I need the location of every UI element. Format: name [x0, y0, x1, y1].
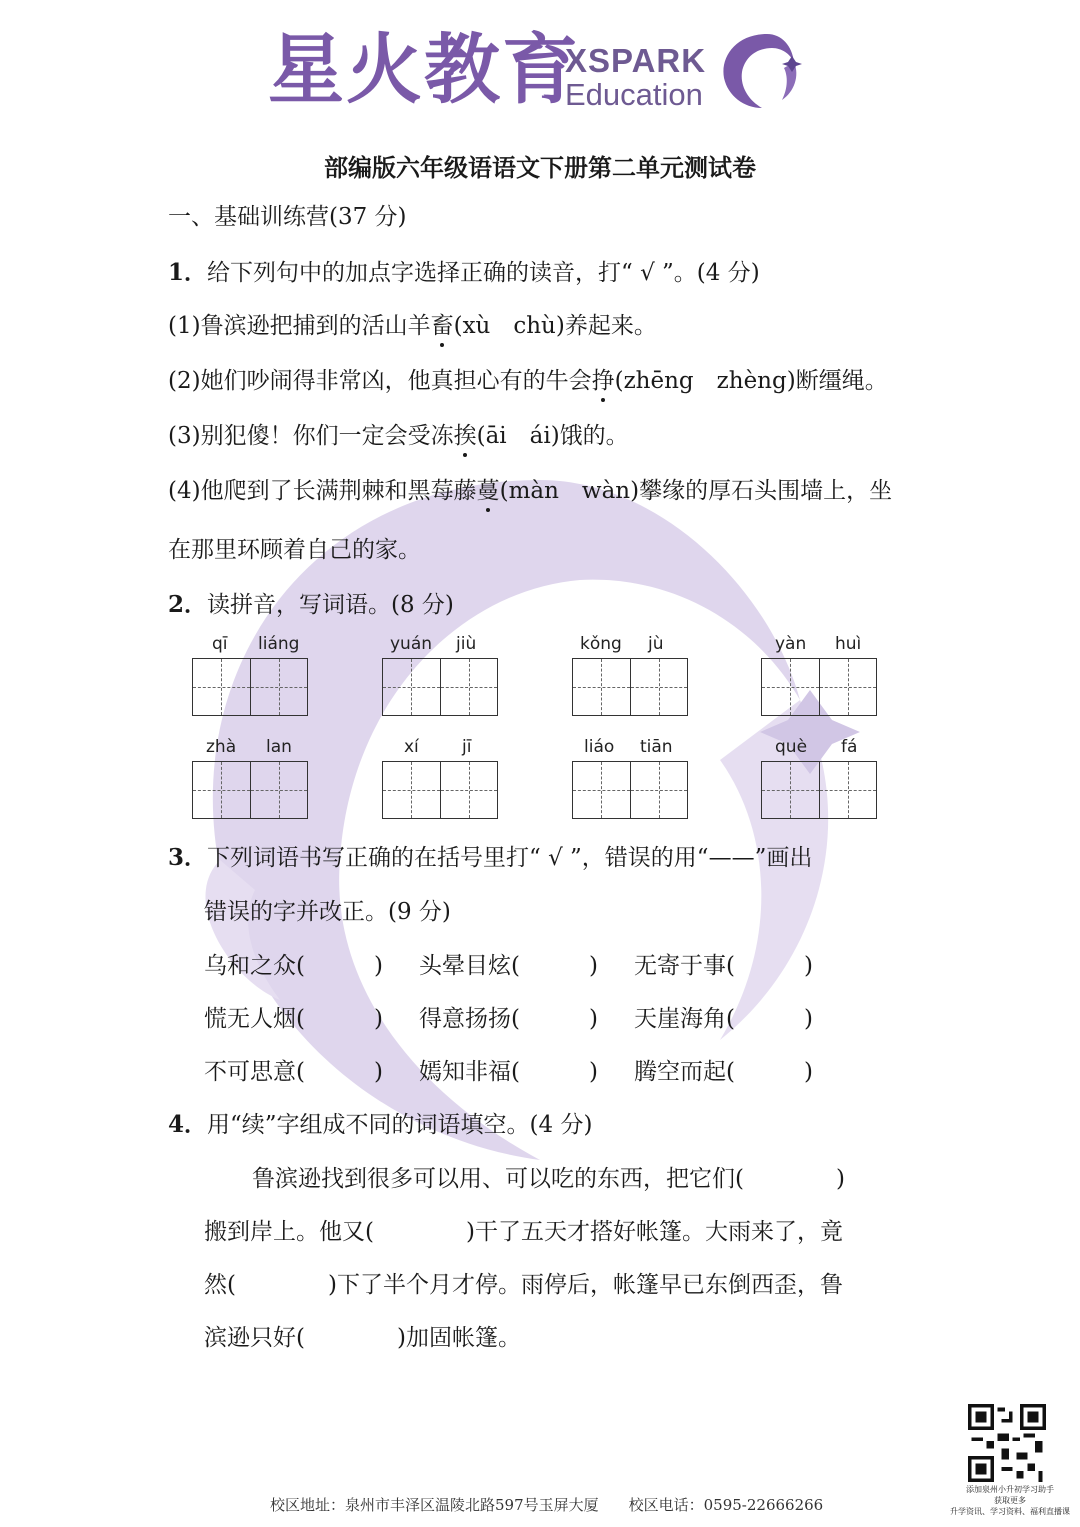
pinyin: lan: [266, 737, 292, 757]
question-2-stem: [168, 590, 454, 620]
item-pinyin: (xù chù)养起来。: [453, 313, 657, 339]
question-number: 3．: [168, 844, 208, 871]
question-number: 4．: [168, 1111, 208, 1138]
pinyin: què: [775, 737, 808, 757]
qr-caption-line: 升学资讯、学习资料、福利直播课: [950, 1507, 1070, 1516]
spark-logo-icon: [712, 28, 812, 112]
qr-caption: [940, 1484, 1080, 1517]
item-text: (2)她们吵闹得非常凶，他真担心有的牛会: [168, 368, 592, 394]
writing-grid[interactable]: [192, 658, 308, 716]
question-text: 下列词语书写正确的在括号里打“ √ ”，错误的用“——”画出: [207, 845, 813, 871]
section-heading: 一、基础训练营(37 分): [168, 204, 407, 230]
writing-grid[interactable]: [761, 761, 877, 819]
pinyin: fá: [841, 737, 858, 757]
pinyin: qī: [212, 634, 228, 654]
writing-grid[interactable]: [572, 761, 688, 819]
q1-item-4-cont: 在那里环顾着自己的家。: [168, 537, 421, 563]
pinyin: yuán: [390, 634, 433, 654]
dotted-char: 挣: [591, 368, 615, 394]
pinyin: jù: [648, 634, 664, 654]
item-text: (3)别犯傻！你们一定会受冻: [168, 423, 454, 449]
word-item: 得意扬扬( ): [419, 1006, 598, 1032]
question-text: 用“续”字组成不同的词语填空。(4 分): [207, 1112, 593, 1138]
writing-grid[interactable]: [382, 658, 498, 716]
qr-caption-line: 添加泉州小升初学习助手: [966, 1485, 1054, 1494]
writing-grid[interactable]: [382, 761, 498, 819]
item-text: (4)他爬到了长满荆棘和黑莓藤: [168, 478, 477, 504]
question-number: 1．: [168, 259, 208, 286]
word-item: 乌和之众( ): [204, 953, 383, 979]
word-item: 腾空而起( ): [634, 1059, 813, 1085]
word-item: 天崖海角( ): [634, 1006, 813, 1032]
pinyin: liáo: [584, 737, 615, 757]
passage-line: 然( )下了半个月才停。雨停后，帐篷早已东倒西歪，鲁: [204, 1272, 843, 1298]
item-pinyin: (zhēng zhèng)断缰绳。: [614, 368, 888, 394]
item-pinyin: (āi ái)饿的。: [476, 423, 629, 449]
question-3-stem-cont: 错误的字并改正。(9 分): [204, 899, 451, 925]
page-title: 部编版六年级语语文下册第二单元测试卷: [324, 154, 756, 182]
dotted-char: 挨: [453, 423, 477, 449]
qr-code-icon[interactable]: [968, 1404, 1046, 1482]
q1-item-2: [168, 366, 888, 396]
dotted-char: 蔓: [476, 478, 500, 504]
pinyin: jī: [462, 737, 472, 757]
pinyin: yàn: [775, 634, 807, 654]
word-item: 慌无人烟( ): [204, 1006, 383, 1032]
q1-item-4: [168, 476, 892, 506]
item-text: (1)鲁滨逊把捕到的活山羊: [168, 313, 431, 339]
logo-chinese: 星火教育: [268, 25, 580, 114]
pinyin: zhà: [206, 737, 237, 757]
pinyin: tiān: [640, 737, 673, 757]
pinyin: liáng: [258, 634, 300, 654]
question-number: 2．: [168, 591, 208, 618]
writing-grid[interactable]: [761, 658, 877, 716]
item-pinyin: (màn wàn)攀缘的厚石头围墙上，坐: [499, 478, 893, 504]
pinyin: xí: [404, 737, 419, 757]
passage-line: 鲁滨逊找到很多可以用、可以吃的东西，把它们( ): [252, 1166, 845, 1192]
question-3-stem: [168, 843, 812, 873]
logo-en-line2: Education: [565, 77, 703, 112]
passage-line: 滨逊只好( )加固帐篷。: [204, 1325, 521, 1351]
qr-caption-line: 获取更多: [994, 1496, 1026, 1505]
logo-english: [565, 44, 706, 112]
word-item: 无寄于事( ): [634, 953, 813, 979]
footer-address: 校区地址：泉州市丰泽区温陵北路597号玉屏大厦 校区电话：0595-22666266: [270, 1496, 824, 1514]
pinyin: jiù: [456, 634, 477, 654]
writing-grid[interactable]: [192, 761, 308, 819]
writing-grid[interactable]: [572, 658, 688, 716]
word-item: 不可思意( ): [204, 1059, 383, 1085]
passage-line: 搬到岸上。他又( )干了五天才搭好帐篷。大雨来了，竟: [204, 1219, 843, 1245]
q1-item-3: [168, 421, 629, 451]
dotted-char: 畜: [430, 313, 454, 339]
pinyin: huì: [835, 634, 862, 654]
pinyin: kǒng: [580, 634, 622, 654]
question-1-stem: [168, 258, 760, 288]
question-text: 读拼音，写词语。(8 分): [207, 592, 454, 618]
q1-item-1: [168, 311, 657, 341]
question-4-stem: [168, 1110, 592, 1140]
logo-en-line1: XSPARK: [565, 42, 707, 79]
question-text: 给下列句中的加点字选择正确的读音，打“ √ ”。(4 分): [207, 260, 760, 286]
word-item: 嫣知非福( ): [419, 1059, 598, 1085]
word-item: 头晕目炫( ): [419, 953, 598, 979]
